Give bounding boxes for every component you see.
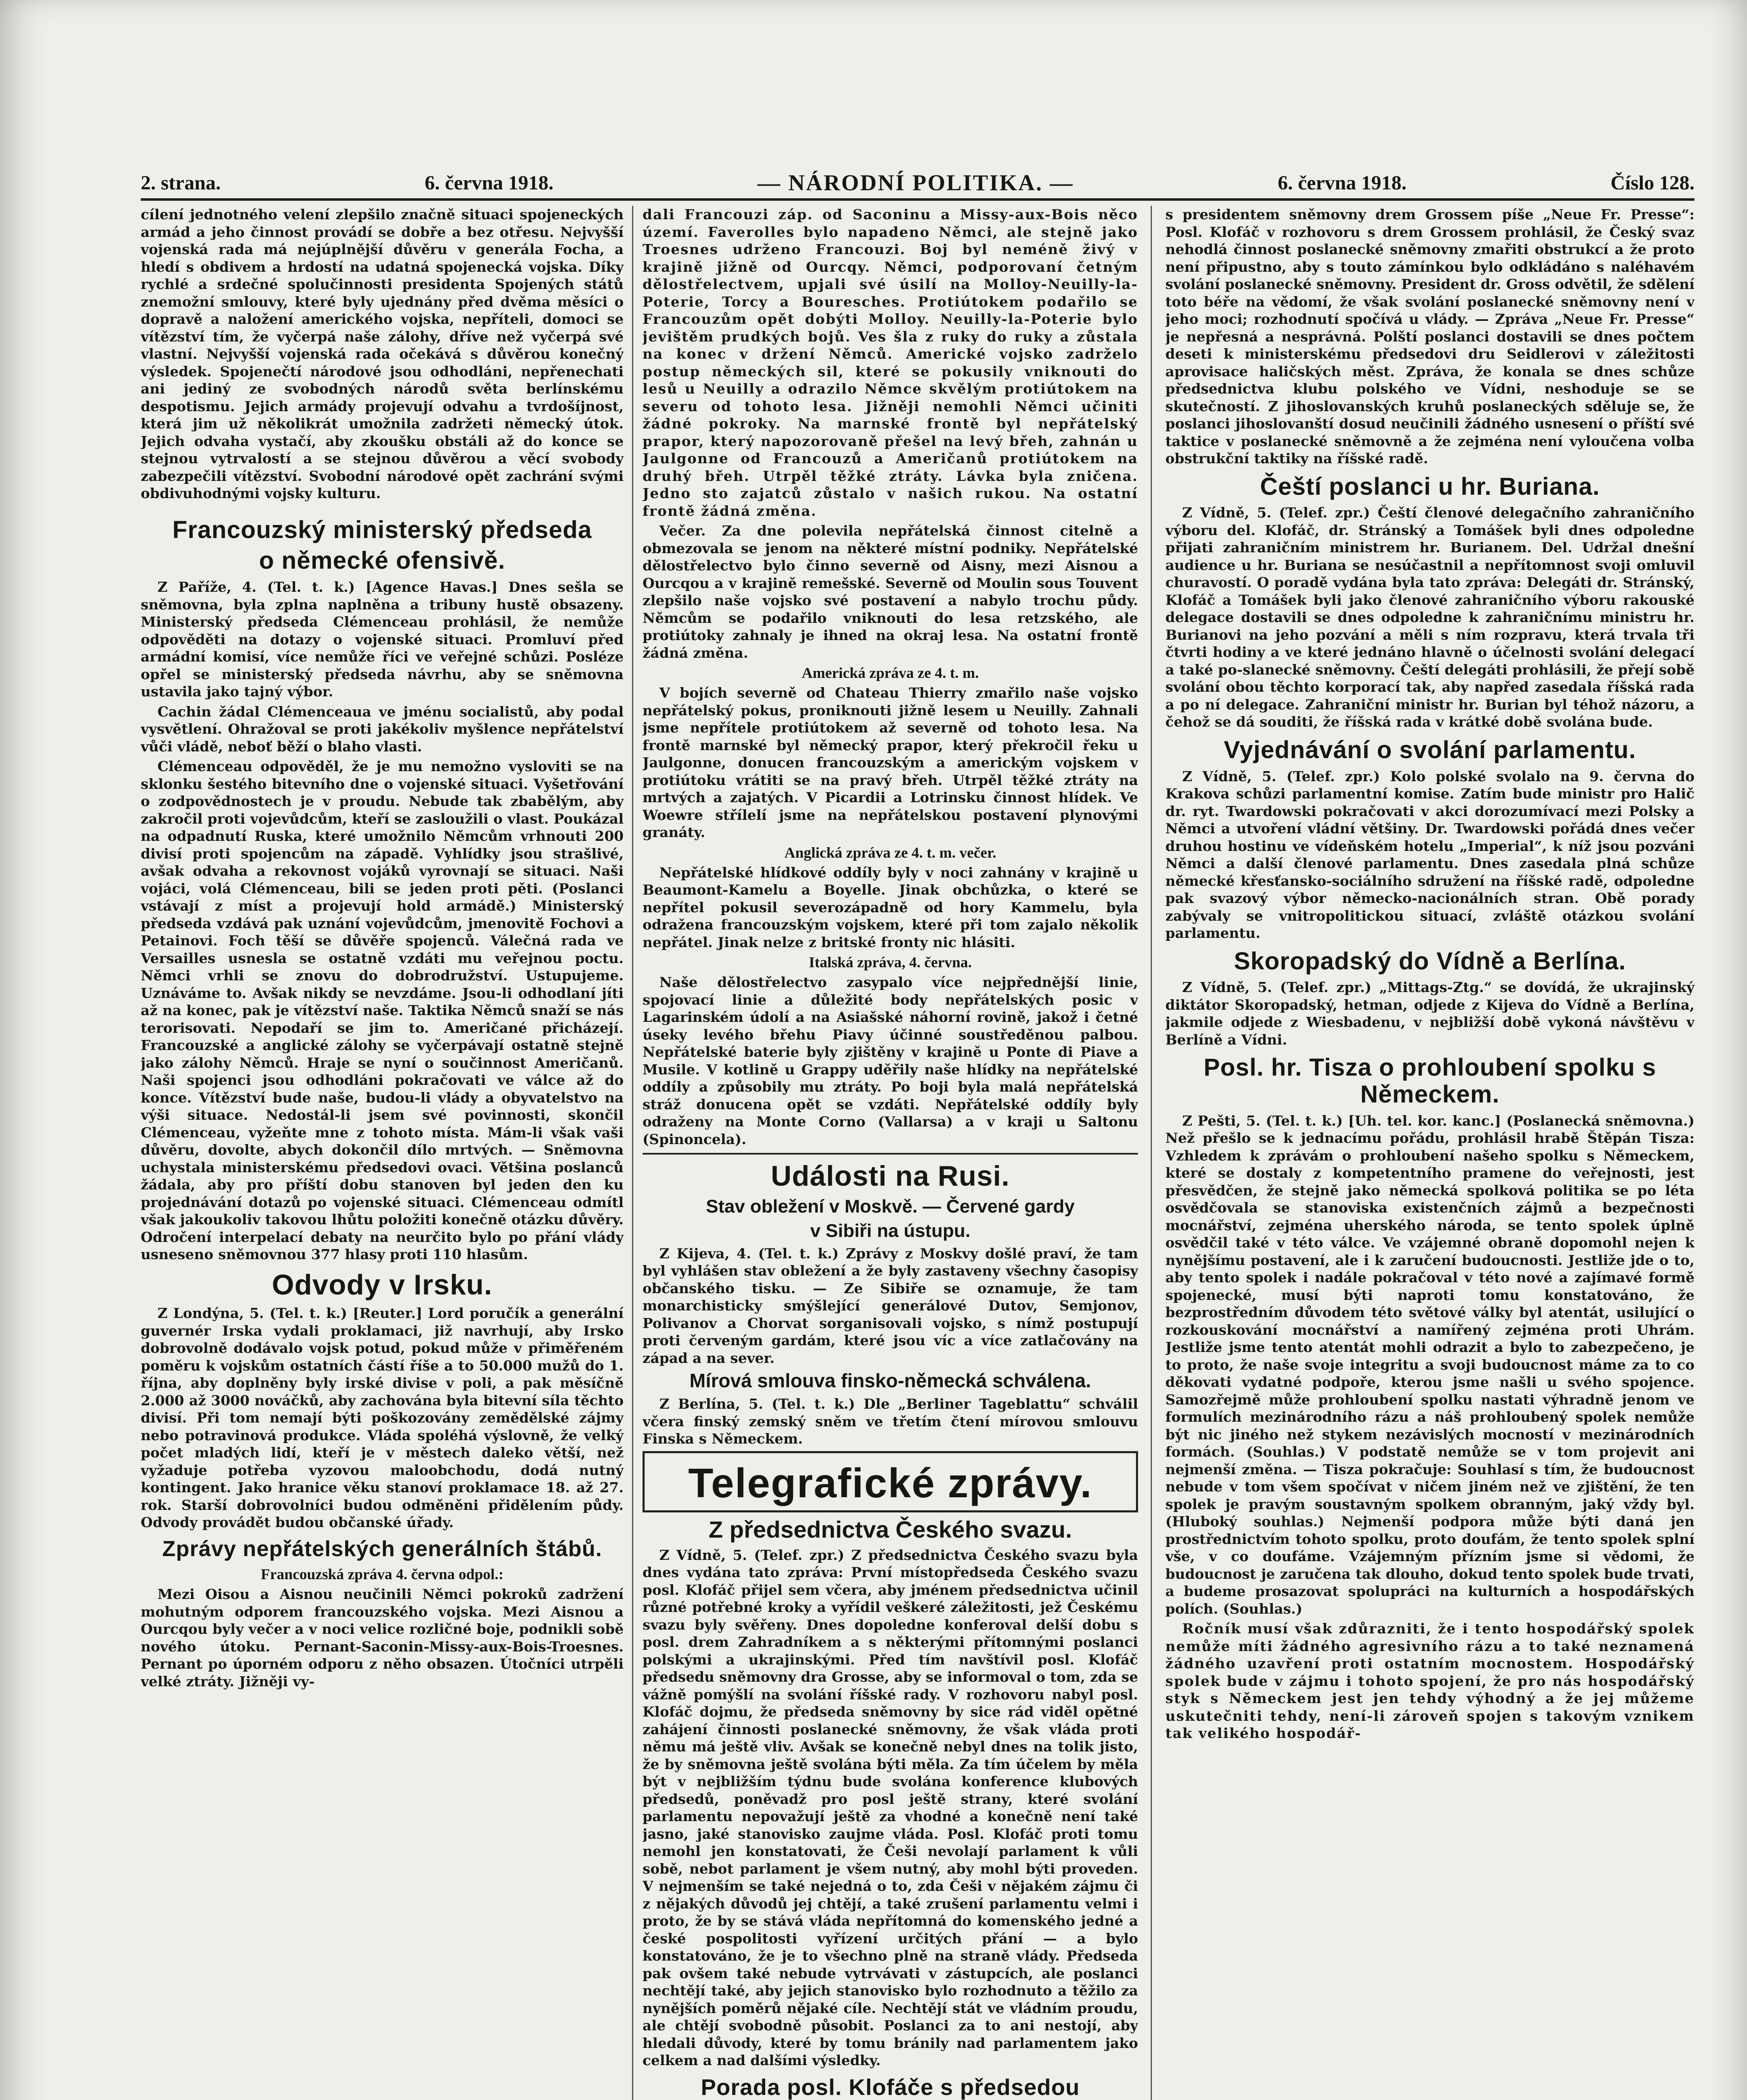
article-paragraph: Z Kijeva, 4. (Tel. t. k.) Zprávy z Moskvy došlé praví, že tam byl vyhlášen stav obležení a že byly zastaveny všechny časopisy občanského tisku. — Ze Sibiře se oznamuje, že tam monarchisticky smýšlející generálové Dutov, Semjonov, Polivanov a Chorvat sorganisovali vojsko, s nímž postupují proti červeným gardám, které jsou víc a více zatlačovány na západ a na sever. [643, 1245, 1138, 1366]
article-paragraph: Z Vídně, 5. (Telef. zpr.) „Mittags-Ztg.“ se dovídá, že ukrajinský diktátor Skoropadský, hetman, odjede z Kijeva do Vídně a Berlína, jakmile odjede z Wiesbadenu, v nejbližší době vykoná návštěvu v Berlíně a Vídni. [1165, 979, 1695, 1048]
headline-clemenceau-sub: o německé ofensivě. [259, 547, 506, 575]
column-3 [1165, 206, 1695, 2100]
column-divider-1 [632, 206, 633, 2100]
headline-klofac-gross: Porada posl. Klofáče s předsedou [700, 2074, 1080, 2100]
article-paragraph: Mezi Oisou a Aisnou neučinili Němci pokroků zadržení mohutným odporem francouzského vojska. Mezi Aisnou a Ourcqou byly večer a v noci velice rozličné boje, podnikli sobě nového útoku. Pernant-Saconin-Missy-aux-Bois-Troesnes. Pernant po úporném odporu z něho obsazen. Útočníci utrpěli velké ztráty. Jižněji vy- [141, 1586, 624, 1690]
article-paragraph: Z Paříže, 4. (Tel. t. k.) [Agence Havas.] Dnes sešla se sněmovna, byla zplna naplněna a tribuny hustě obsazeny. Ministerský předseda Clémenceau prohlásil, že nemůže odpověděti na dotazy o vojenské situaci. Promluví před armádní komisí, více nemůže říci ve veřejné schůzi. Posléze opřel se ministerský předseda návrhu, aby se sněmovna ustavila jako tajný výbor. [141, 579, 624, 700]
column-1 [141, 206, 624, 2100]
headline-telegrams: Telegrafické zprávy. [688, 1460, 1093, 1506]
subheadline-french-report: Francouzská zpráva 4. června odpol.: [261, 1566, 504, 1583]
headline-enemy-staff-reports: Zprávy nepřátelských generálních štábů. [162, 1536, 602, 1561]
article-paragraph: Večer. Za dne polevila nepřátelská činnost citelně a obmezovala se jenom na některé místní podniky. Nepřátelské dělostřelectvo bylo činno severně od Aisny, mezi Aisnou a Ourcqou a v krajině remešské. Severně od Moulin sous Touvent zlepšilo naše vojsko své postavení a nabylo trochu půdy. Němcům se podařilo vniknouti do lesa retzského, ale protiútoky zahnaly je ihned na okraj lesa. Na ostatní frontě žádná změna. [643, 522, 1138, 661]
article-continuation: s presidentem sněmovny drem Grossem píše „Neue Fr. Presse“: Posl. Klofáč v rozhovoru s drem Grossem prohlásil, že Český svaz nehodlá činnost poslanecké sněmovny zmařiti obstrukcí a že proto není připustno, aby s touto zámínkou bylo odkládáno s naléhavém svolání poslanecké sněmovny. President dr. Gross odvětil, že sdělení toto béře na vědomí, že však svolání poslanecké sněmovny není v jeho moci; rozhodnutí spočívá u vlády. — Zpráva „Neue Fr. Presse“ je nepřesná a nesprávná. Polští poslanci dostavili se dnes počtem deseti k ministerskému předsedovi dru Seidlerovi v záležitosti aprovisace haličských měst. Zpráva, že konala se dnes schůze předsednictva klubu polského ve Vídni, neshoduje se se skutečností. Z jihoslovanských kruhů poslaneckých sděluje se, že poslanci jihoslovanští dosud neučinili žádného usnesení o příští své taktice v poslanecké sněmovně a že zejména není vyloučena volba obstrukční taktiky na říšské radě. [1165, 206, 1695, 467]
masthead [141, 170, 1695, 195]
article-paragraph: V bojích severně od Chateau Thierry zmařilo naše vojsko nepřátelský pokus, proniknouti jižně lesem u Neuilly. Zahnali jsme nepřítele protiútokem až severně od tohoto lesa. Na frontě marnské byl německý prapor, který překročil řeku u Jaulgonne, donucen francouzským a americkým vojskem v protiútoku vrátiti se na pravý břeh. Utrpěl těžké ztráty na mrtvých a zajatých. V Picardii a Lotrinsku činnost hlídek. Ve Woewre střílelí jsme na nepřátelskou postavení plynovými granáty. [643, 685, 1138, 840]
column-2 [643, 206, 1138, 2100]
article-paragraph: Z Vídně, 5. (Telef. zpr.) Z předsednictva Českého svazu byla dnes vydána tato zpráva: První místopředseda Českého svazu posl. Klofáč přijel sem včera, aby jménem předsednictva učinil různé potřebné kroky a vyřídil veškeré záležitosti, jež Českému svazu byly svěřeny. Dnes dopoledne konferoval delší dobu s posl. drem Zahradníkem a s některými přítomnými poslanci polskými a ukrajinskými. Před tím navštívil posl. Klofáč předsedu sněmovny dra Grosse, aby se informoval o tom, zda se vážně pomýšlí na svolání říšské rady. V rozhovoru nabyl posl. Klofáč dojmu, že předseda sněmovny by sice rád viděl opětné zahájení činnosti poslanecké sněmovny, že však vláda proti němu má ještě vliv. Avšak se konečně nebyl dnes na tolik jisto, že by sněmovna ještě svolána býti měla. Za tím účelem by měla být v nejbližším týdnu bude svolána konference klubových předsedů, poněvadž pro posl ještě strany, které svolání parlamentu nepovažují ještě za vhodné a konečně není také jasno, jaké stanovisko zaujme vláda. Posl. Klofáč proti tomu nemohl jen konstatovati, že Češi nevolají parlament k vůli sobě, nebot parlament je všem nutný, aby mohl býti proveden. V nejmenším se také nejedná o to, zda Češi v nějakém zájmu či z nějakých důvodů jej chtějí, a také zrušení parlamentu velmi i proto, že by se stává vláda nepřítomná do komenského jedné a české pospolitosti vyřízení určitých přání — a bylo konstatováno, že je to všechno plně na straně vlády. Předseda pak ovšem také nebude vytrvávati v zástupcích, ale poslanci nechtějí také, aby jejich stanovisko bylo rozhodnuto a těžilo za nynějších poměrů nějaké cíle. Nechtějí stát ve vládním proudu, ale chtějí svobodně působit. Poslanci za to ani nestojí, aby hledali důvody, které by tomu bránily nad parlamentem jako celkem a nad dalšími výsledky. [643, 1546, 1138, 2069]
subheadline-italian-report: Italská zpráva, 4. června. [809, 954, 972, 971]
article-paragraph: Z Berlína, 5. (Tel. t. k.) Dle „Berliner Tageblattu“ schválil včera finský zemský sněm ve třetím čtení mírovou smlouvu Finska s Německem. [643, 1396, 1138, 1447]
article-paragraph: Z Pešti, 5. (Tel. t. k.) [Uh. tel. kor. kanc.] (Poslanecká sněmovna.) Než přešlo se k jednacímu pořádu, prohlásil hrabě Štěpán Tisza: Vzhledem k zprávám o prohloubení našeho spolku s Německem, které se dostaly z kompetentního pramene do veřejnosti, jest přesvědčen, že stejně jako německá spolková politika se po léta osvědčovala se stanoviska existenčních zájmů a bezpečnosti mocnářství, zejména uherského národa, se tento spolek úplně osvědčil také v této válce. Ve vzájemné obraně dopomohl nejen k nynějšímu postavení, ale i k zaručení budoucnosti. Jestliže jde o to, aby tento spolek i nadále pokračoval v této nové a zajímavé formě spojenecké, musí býti naproti tomu konstatováno, že bezprostředním důvodem této světové války byl atentát, usilující o rozkouskování mocnářství a namířený zejména proti Uhrám. Jestliže jsme tento atentát mohli odrazit a bylo to zabezpečeno, je to proto, že naše svoje integritu a svoji budoucnost máme za to co děkovati vydatné podpoře, kterou jsme našli u svého spojence. Samozřejmě může prohloubení spolku nastati výhradně jenom ve formulích mezinárodního rázu a náš prohloubený spolek nemůže být nic jiného než stykem nezávislých mocností v mezinárodních formách. (Souhlas.) V podstatě nemůže se v tom projevit ani nejmenší změna. — Tisza pokračuje: Souhlasí s tím, že budoucnost nebude v tom všem spočívat v ničem jiném než ve zjištění, že ten spolek je pravým soustavným spolkem obranným, jaký vždy byl. (Hluboký souhlas.) Nejmenší podpora může býti daná jen prostřednictvím tohoto spolku, proto doufám, že tento spolek splní vše, v co doufáme. Vzájemným přízním jsme si vědomi, že budoucnost je zaručena tak dlouho, dokud tento spolek bude trvati, a budeme prosazovat spolupráci na kulturních a hospodářských polích. (Souhlas.) [1165, 1112, 1695, 1617]
issue-date-right: 6. června 1918. [1277, 171, 1407, 194]
headline-ireland: Odvody v Irsku. [272, 1268, 493, 1301]
article-paragraph: Z Vídně, 5. (Telef. zpr.) Čeští členové delegačního zahraničního výboru del. Klofáč, dr. Stránský a Tomášek byli dnes odpoledne přijati zahraničním ministrem hr. Burianem. Del. Udržal dnešní audience u hr. Buriana se nesúčastnil a nepřítomnost svoji omluvil churavostí. O poradě vydána byla tato zpráva: Delegáti dr. Stránský, Klofáč a Tomášek byli jako členové zahraničního výboru rakouské delegace dostavili se dnes odpoledne k zahraničnímu ministru hr. Burianovi na jeho pozvání a měli s ním rozpravu, která trvala tři čtvrti hodiny a ve které jednáno hlavně o účelnosti svolání delegací a také po-slanecké sněmovny. Čeští delegáti prohlásili, že přejí sobě svolání obou těchto korporací tak, aby napřed zasedala říšská rada a po ní delegace. Zahraniční ministr hr. Burian byl téhož názoru, a čehož se dá souditi, že říšská rada v krátké době svolána bude. [1165, 504, 1695, 730]
headline-tisza: Posl. hr. Tisza o prohloubení spolku s Německem. [1204, 1054, 1656, 1108]
headline-peace-treaty: Mírová smlouva finsko-německá schválena. [689, 1370, 1091, 1392]
headline-skoropadsky: Skoropadský do Vídně a Berlína. [1234, 947, 1626, 975]
headline-parliament: Vyjednávání o svolání parlamentu. [1224, 736, 1636, 764]
section-rule [643, 1153, 1138, 1155]
article-paragraph: Cachin žádal Clémenceaua ve jménu socialistů, aby podal vysvětlení. Ohražoval se proti jakékoliv myšlence nepřátelství vůči vládě, neboť běží o blaho vlasti. [141, 703, 624, 755]
article-paragraph: Nepřátelské hlídkové oddíly byly v noci zahnány v krajině u Beaumont-Kamelu a Boyelle. Jinak obchůzka, o které se nepřítel pokusil severozápadně od hory Kammelu, byla odražena francouzským vojskem, které při tom zajalo několik nepřátel. Jinak nelze z britské fronty nic hlásiti. [643, 864, 1138, 950]
newspaper-title: — NÁRODNÍ POLITIKA. — [757, 170, 1074, 195]
article-continuation: cílení jednotného velení zlepšilo značně situaci spojeneckých armád a jeho činnost provádí se dobře a bez otřesu. Nejvyšší vojenská rada má nejúplnější důvěru v generála Focha, a hledí s obdivem a hrdostí na udatná spojenecká vojska. Díky rychlé a srdečné spolučinnosti presidenta Spojených států znemožní smlouvy, které byly ujednány před dvěma měsíci o dopravě a naložení amerického vojska, nepříteli, domoci se vítězství tím, že vyčerpá naše zálohy, dříve než vyčerpá své vlastní. Nejvyšší vojenská rada očekává s důvěrou konečný výsledek. Spojenečtí národové jsou odhodláni, nepřenechati ani jediný ze svobodných národů světa berlínskému despotismu. Jejich armády projevují odvahu a tvrdošíjnost, která jim už několikrát umožnila zadržeti německý útok. Jejich odvaha vystačí, aby zkoušku obstáli až do konce se stejnou vytrvalostí a se stejnou důvěrou a věcí svobody zabezpečili vítězství. Svobodní národové opět zachrání svými obdivuhodnými vojsky kulturu. [141, 206, 624, 501]
subheadline-english-report: Anglická zpráva ze 4. t. m. večer. [784, 844, 997, 861]
subheadline-czech-union: Z předsednictva Českého svazu. [708, 1516, 1072, 1543]
subheadline-american-report: Americká zpráva ze 4. t. m. [802, 664, 979, 681]
article-paragraph: Z Londýna, 5. (Tel. t. k.) [Reuter.] Lord poručík a generální guvernér Irska vydali proklamaci, již navrhují, aby Irsko dobrovolně dodávalo vojsk potud, pokud může v přiměřeném poměru k vojskům ostatních částí říše a to 50.000 mužů do 1. října, aby doplněny byly irské divise v poli, a pak měsíčně 2.000 až 3000 nováčků, aby zachována byla bitevní síla těchto divisí. Při tom nemají býti poškozovány zemědělské zájmy nebo potravinová produkce. Vláda spoléhá výslovně, že velký počet mladých lidí, kteří je v městech daleko větší, než vyžaduje potřeba vyzovou maloobchodu, dodá nutný kontingent. Jako hranice věku stanoví proklamace 18. až 27. rok. Starší dobrovolníci budou odměněni přidělením půdy. Odvody provádět budou občanské úřady. [141, 1305, 624, 1531]
subheadline-moscow: Stav obležení v Moskvě. — Červené gardy [706, 1196, 1075, 1217]
issue-number: Číslo 128. [1610, 171, 1695, 194]
telegram-section-frame [643, 1451, 1138, 1512]
headline-clemenceau: Francouzský ministerský předseda [172, 516, 592, 543]
page-number: 2. strana. [141, 171, 221, 194]
headline-burian: Čeští poslanci u hr. Buriana. [1260, 472, 1600, 500]
article-continuation: dali Francouzi záp. od Saconinu a Missy-aux-Bois něco území. Faverolles bylo napadeno Němci, ale stejně jako Troesnes udrženo Francouzi. Boj byl neméně živý v krajině jižně od Ourcqy. Němci, podporovaní četným dělostřelectvem, upjali své úsilí na Molloy-Neuilly-la-Poterie, Torcy a Bouresches. Protiútokem podařilo se Francouzům opět dobýti Molloy. Neuilly-la-Poterie bylo jevištěm prudkých bojů. Ves šla z ruky do ruky a zůstala na konec v držení Němců. Americké vojsko zadrželo postup německých sil, které se pokusily vniknouti do lesů u Neuilly a odrazilo Němce skvělým protiútokem na severu od tohoto lesa. Jižněji nemohli Němci učiniti žádné pokroky. Na marnské frontě byl nepřátelský prapor, který napozorovaně přešel na levý břeh, zahnán u Jaulgonne od Francouzů a Američanů protiútokem na druhý břeh. Utrpěl těžké ztráty. Lávka byla zničena. Jedno sto zajatců zůstalo v našich rukou. Na ostatní frontě žádná změna. [643, 206, 1138, 519]
article-paragraph: Clémenceau odpověděl, že je mu nemožno vysloviti se na sklonku šestého bitevního dne o vojenské situaci. Vyšetřování o zodpovědnostech je v proudu. Nebude tak zbabělým, aby zakročil proti vojevůdcům, kteří se zasloužili o vlast. Poukázal na odpadnutí Ruska, které umožnilo Němcům vrhnouti 200 divisí proti spojencům na západě. Vyhlídky jsou strašlivé, avšak odvaha a rekovnost vojáků vyrovnají se situaci. Naši vojáci, volá Clémenceau, bili se jeden proti pěti. (Poslanci vstávají z míst a projevují hold armádě.) Ministerský předseda vzdává pak uznání vojevůdcům, jmenovitě Fochovi a Petainovi. Foch těší se důvěře spojenců. Válečná rada ve Versailles usnesla se ostatně vzdáti mu veřejnou poctu. Němci vrhli se znovu do dobrodružství. Ustupujeme. Uznáváme to. Avšak nikdy se nevzdáme. Jsou-li odhodlaní jíti až na konec, pak je vítězství naše. Taktika Němců snaží se nás terorisovati. Nepodaří se jim to. Američané přicházejí. Francouzské a anglické zálohy se vyčerpávají ostatně stejně jako zálohy Němců. Hraje se nyní o součinnost Američanů. Naši spojenci jsou odhodláni pokračovati ve válce až do konce. Vítězství bude naše, budou-li vlády a obyvatelstvo na výši situace. Nedostál-li jsem své povinnosti, skončil Clémenceau, vyžeňte mne z tohoto místa. Mám-li však vaši důvěru, dovolte, abych dokončil dílo mrtvých. — Sněmovna uchystala ministerskému předsedovi ovaci. Většina poslanců žádala, aby pro příští dobu stanoven byl jeden den ku projednávání dotazů po vojenské situaci. Clémenceau odmítl však jakoukoliv takovou lhůtu položiti konečně otázku důvěry. Odročení interpelací debaty na neurčito bylo po přání vlády usneseno sněmovnou 377 hlasy proti 110 hlasům. [141, 758, 624, 1263]
header-rule [141, 198, 1695, 201]
subheadline-siberia: v Sibiři na ústupu. [810, 1220, 971, 1241]
column-divider-2 [1151, 206, 1152, 2100]
headline-russia: Události na Rusi. [771, 1160, 1010, 1192]
article-paragraph: Z Vídně, 5. (Telef. zpr.) Kolo polské svolalo na 9. června do Krakova schůzi parlamentní komise. Zatím bude ministr pro Halič dr. ryt. Twardowski pokračovati v akci dorozumívací mezi Polsky a Němci a utvoření vládní většiny. Dr. Twardowski pořádá dnes večer druhou hostinu ve vídeňském hotelu „Imperial“, k níž jsou pozváni Němci a další členové parlamentu. Dnes zasedala plná schůze německé křesťansko-sociálního sdružení na říšské radě, odpoledne pak svazový výbor německo-nacionálních stran. Obě porady zabývaly se vnitropolitickou situací, zvláště otázkou svolání parlamentu. [1165, 768, 1695, 942]
issue-date-left: 6. června 1918. [425, 171, 554, 194]
article-paragraph: Naše dělostřelectvo zasypalo více nejpřednější linie, spojovací linie a důležité body nepřátelských posic v Lagarinském údolí a na Asiašské náhorní rovině, jakož i četné úseky levého břehu Piavy účinné soustředěnou palbou. Nepřátelské baterie byly zjištěny v krajině u Ponte di Piave a Musile. V kotlině u Grappy uděřily naše hlídky na nepřátelské oddíly a způsobily mu ztráty. Po boji byla malá nepřátelská stráž donucena opět se vzdáti. Nepřátelské oddíly byly odraženy na Monte Corno (Vallarsa) a v kraji u Saltonu (Spinoncela). [643, 974, 1138, 1147]
article-paragraph: Ročník musí však zdůrazniti, že i tento hospodářský spolek nemůže míti žádného agresivního rázu a to také neznamená žádného uzavření proti ostatním mocnostem. Hospodářský spolek bude v zájmu i tohoto spojení, že pro nás hospodářský styk s Německem jest jen tehdy výhodný a že jej můžeme uskutečniti tehdy, není-li zároveň spojen s takovým vznikem tak velikého hospodář- [1165, 1620, 1695, 1742]
